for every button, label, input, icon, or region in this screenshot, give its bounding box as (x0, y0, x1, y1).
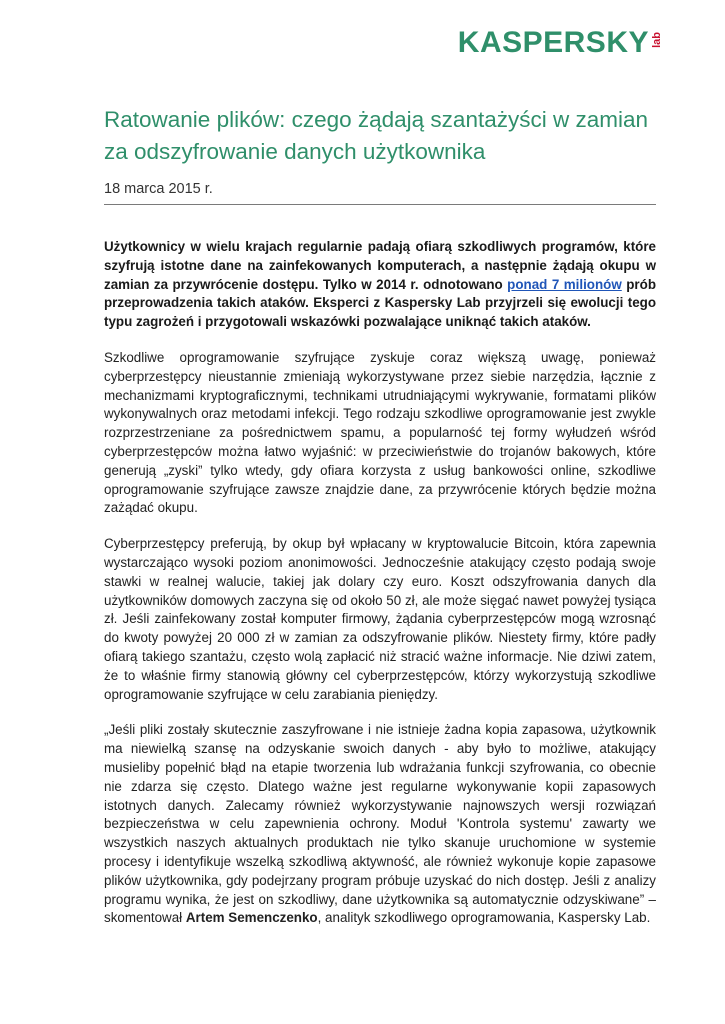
statistics-link[interactable]: ponad 7 milionów (507, 276, 622, 292)
lead-text-end: prób przeprowadzenia takich ataków. Eksperci z Kaspersky Lab przyjrzeli się ewolucji tego typu zagrożeń i przygotowali wskazówki pozwalające uniknąć takich ataków. (104, 276, 656, 330)
kaspersky-logo (458, 28, 663, 58)
lead-text-start: Użytkownicy w wielu krajach regularnie padają ofiarą szkodliwych programów, które szyfrują istotne dane na zainfekowanych komputerach, a następnie żądają okupu w zamian za przywrócenie dostępu. Tylko w 2014 r. odnotowano (104, 239, 656, 292)
quote-author-role: , analityk szkodliwego oprogramowania, Kaspersky Lab. (317, 910, 651, 926)
lead-paragraph (104, 238, 656, 332)
paragraph-ransom-payment: Cyberprzestępcy preferują, by okup był wpłacany w kryptowalucie Bitcoin, która zapewnia wystarczająco wysoki poziom anonimowości. Jednocześnie atakujący często podają swoje stawki w realnej walucie, takiej jak dolary czy euro. Koszt odszyfrowania danych dla użytkowników domowych zaczyna się od około 50 zł, ale może sięgać nawet powyżej tysiąca zł. Jeśli zainfekowany został komputer firmowy, żądania cyberprzestępców mogą wzrosnąć do kwoty powyżej 20 000 zł w zamian za odszyfrowanie plików. Niestety firmy, które padły ofiarą takiego szantażu, często wolą zapłacić niż stracić ważne informacje. Nie dziwi zatem, że to właśnie firmy stanowią główny cel cyberprzestępców, którzy wykorzystują szkodliwe oprogramowanie szyfrujące w celu zarabiania pieniędzy. (104, 536, 656, 702)
logo-wordmark: KASPERSKY (457, 26, 649, 59)
paragraph-malware-evolution: Szkodliwe oprogramowanie szyfrujące zyskuje coraz większą uwagę, ponieważ cyberprzestępcy nieustannie zmieniają wykorzystywane przez siebie narzędzia, łącznie z mechanizmami kryptograficznymi, technikami utrudniającymi wykrywanie, formatami plików wykonywalnych oraz metodami infekcji. Tego rodzaju szkodliwe oprogramowanie jest zwykle rozprzestrzeniane za pośrednictwem spamu, a popularność tej formy wyłudzeń wśród cyberprzestępców można łatwo wyjaśnić: w przeciwieństwie do trojanów bakowych, które generują „zyski” tylko wtedy, gdy ofiara korzysta z usług bankowości online, szkodliwe oprogramowanie szyfrujące zawsze znajdzie dane, za przywrócenie których będzie można zażądać okupu. (104, 349, 656, 516)
logo-lab-mark: lab (651, 32, 663, 48)
page-title: Ratowanie plików: czego żądają szantażyści w zamian za odszyfrowanie danych użytkownika (104, 107, 649, 164)
quote-text: „Jeśli pliki zostały skutecznie zaszyfrowane i nie istnieje żadna kopia zapasowa, użytkownik ma niewielką szansę na odzyskanie swoich danych - aby było to możliwe, atakujący musieliby popełnić błąd na etapie tworzenia lub wdrażania funkcji szyfrowania, co obecnie nie zdarza się często. Dlatego ważne jest regularne wykonywanie kopii zapasowych istotnych danych. Zalecamy również wykorzystywanie najnowszych wersji rozwiązań bezpieczeństwa w celu zapewnienia ochrony. Moduł 'Kontrola systemu' zawarty we wszystkich naszych aktualnych produktach nie tylko skanuje uruchomione w systemie procesy i identyfikuje wszelką szkodliwą aktywność, ale również wykonuje kopie zapasowe plików użytkownika, gdy podejrzany program próbuje uzyskać do nich dostęp. Jeśli z analizy programu wynika, że jest on szkodliwy, dane użytkownika są automatycznie odzyskiwane” – skomentował (104, 722, 656, 926)
publication-date: 18 marca 2015 r. (104, 181, 213, 197)
article-body (104, 238, 656, 945)
quote-author: Artem Semenczenko (185, 910, 318, 926)
paragraph-expert-quote (104, 721, 656, 928)
title-divider (104, 204, 656, 205)
